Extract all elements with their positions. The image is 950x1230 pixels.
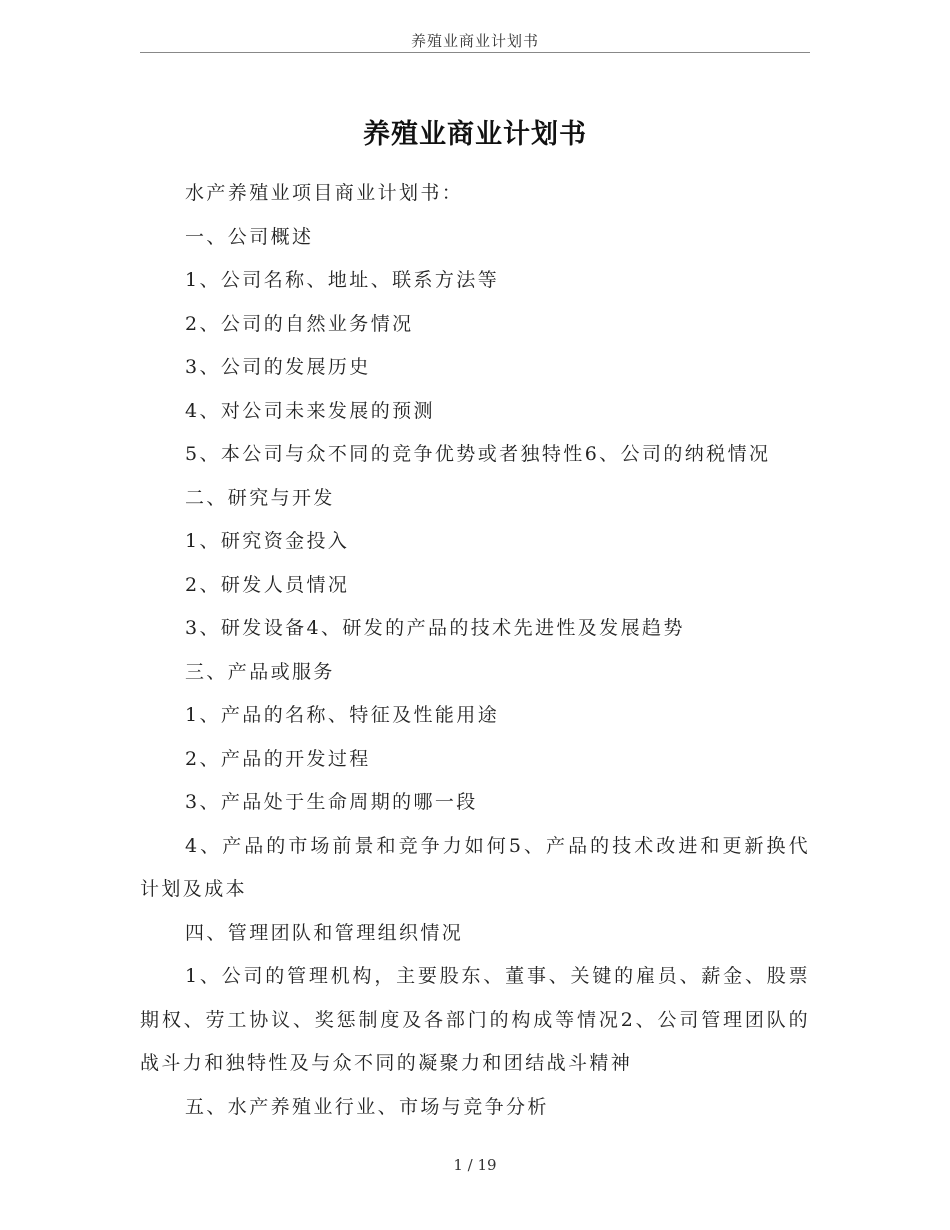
list-item: 3、公司的发展历史: [185, 356, 371, 378]
section-heading-market: 五、水产养殖业行业、市场与竞争分析: [185, 1095, 549, 1118]
document-title: 养殖业商业计划书: [363, 119, 587, 150]
section-heading-rnd: 二、研究与开发: [185, 486, 335, 509]
list-item: 4、对公司未来发展的预测: [185, 399, 435, 422]
section-heading-products: 三、产品或服务: [185, 660, 335, 683]
list-item: 1、研究资金投入: [185, 530, 350, 552]
list-item: 1、产品的名称、特征及性能用途: [185, 704, 500, 726]
list-item: 1、公司的管理机构，主要股东、董事、关键的雇员、薪金、股票期权、劳工协议、奖惩制度及各部门的构成等情况2、公司管理团队的战斗力和独特性及与众不同的凝聚力和团结战斗精神: [140, 965, 810, 1074]
list-item: 1、公司名称、地址、联系方法等: [185, 269, 500, 291]
list-item: 3、研发设备4、研发的产品的技术先进性及发展趋势: [185, 617, 685, 639]
header-divider: [140, 52, 810, 53]
list-item: 4、产品的市场前景和竞争力如何5、产品的技术改进和更新换代计划及成本: [140, 834, 810, 900]
list-item: 2、研发人员情况: [185, 573, 350, 596]
list-item: 5、本公司与众不同的竞争优势或者独特性6、公司的纳税情况: [185, 443, 771, 465]
page-number: 1 / 19: [453, 1156, 497, 1174]
list-item: 3、产品处于生命周期的哪一段: [185, 791, 478, 813]
running-header: 养殖业商业计划书: [410, 32, 539, 50]
list-item: 2、公司的自然业务情况: [185, 312, 414, 335]
list-item: 2、产品的开发过程: [185, 747, 371, 770]
section-heading-overview: 一、公司概述: [185, 225, 314, 248]
section-heading-management: 四、管理团队和管理组织情况: [185, 921, 464, 944]
document-body: [140, 172, 810, 1129]
paragraph-intro: 水产养殖业项目商业计划书：: [185, 182, 464, 204]
